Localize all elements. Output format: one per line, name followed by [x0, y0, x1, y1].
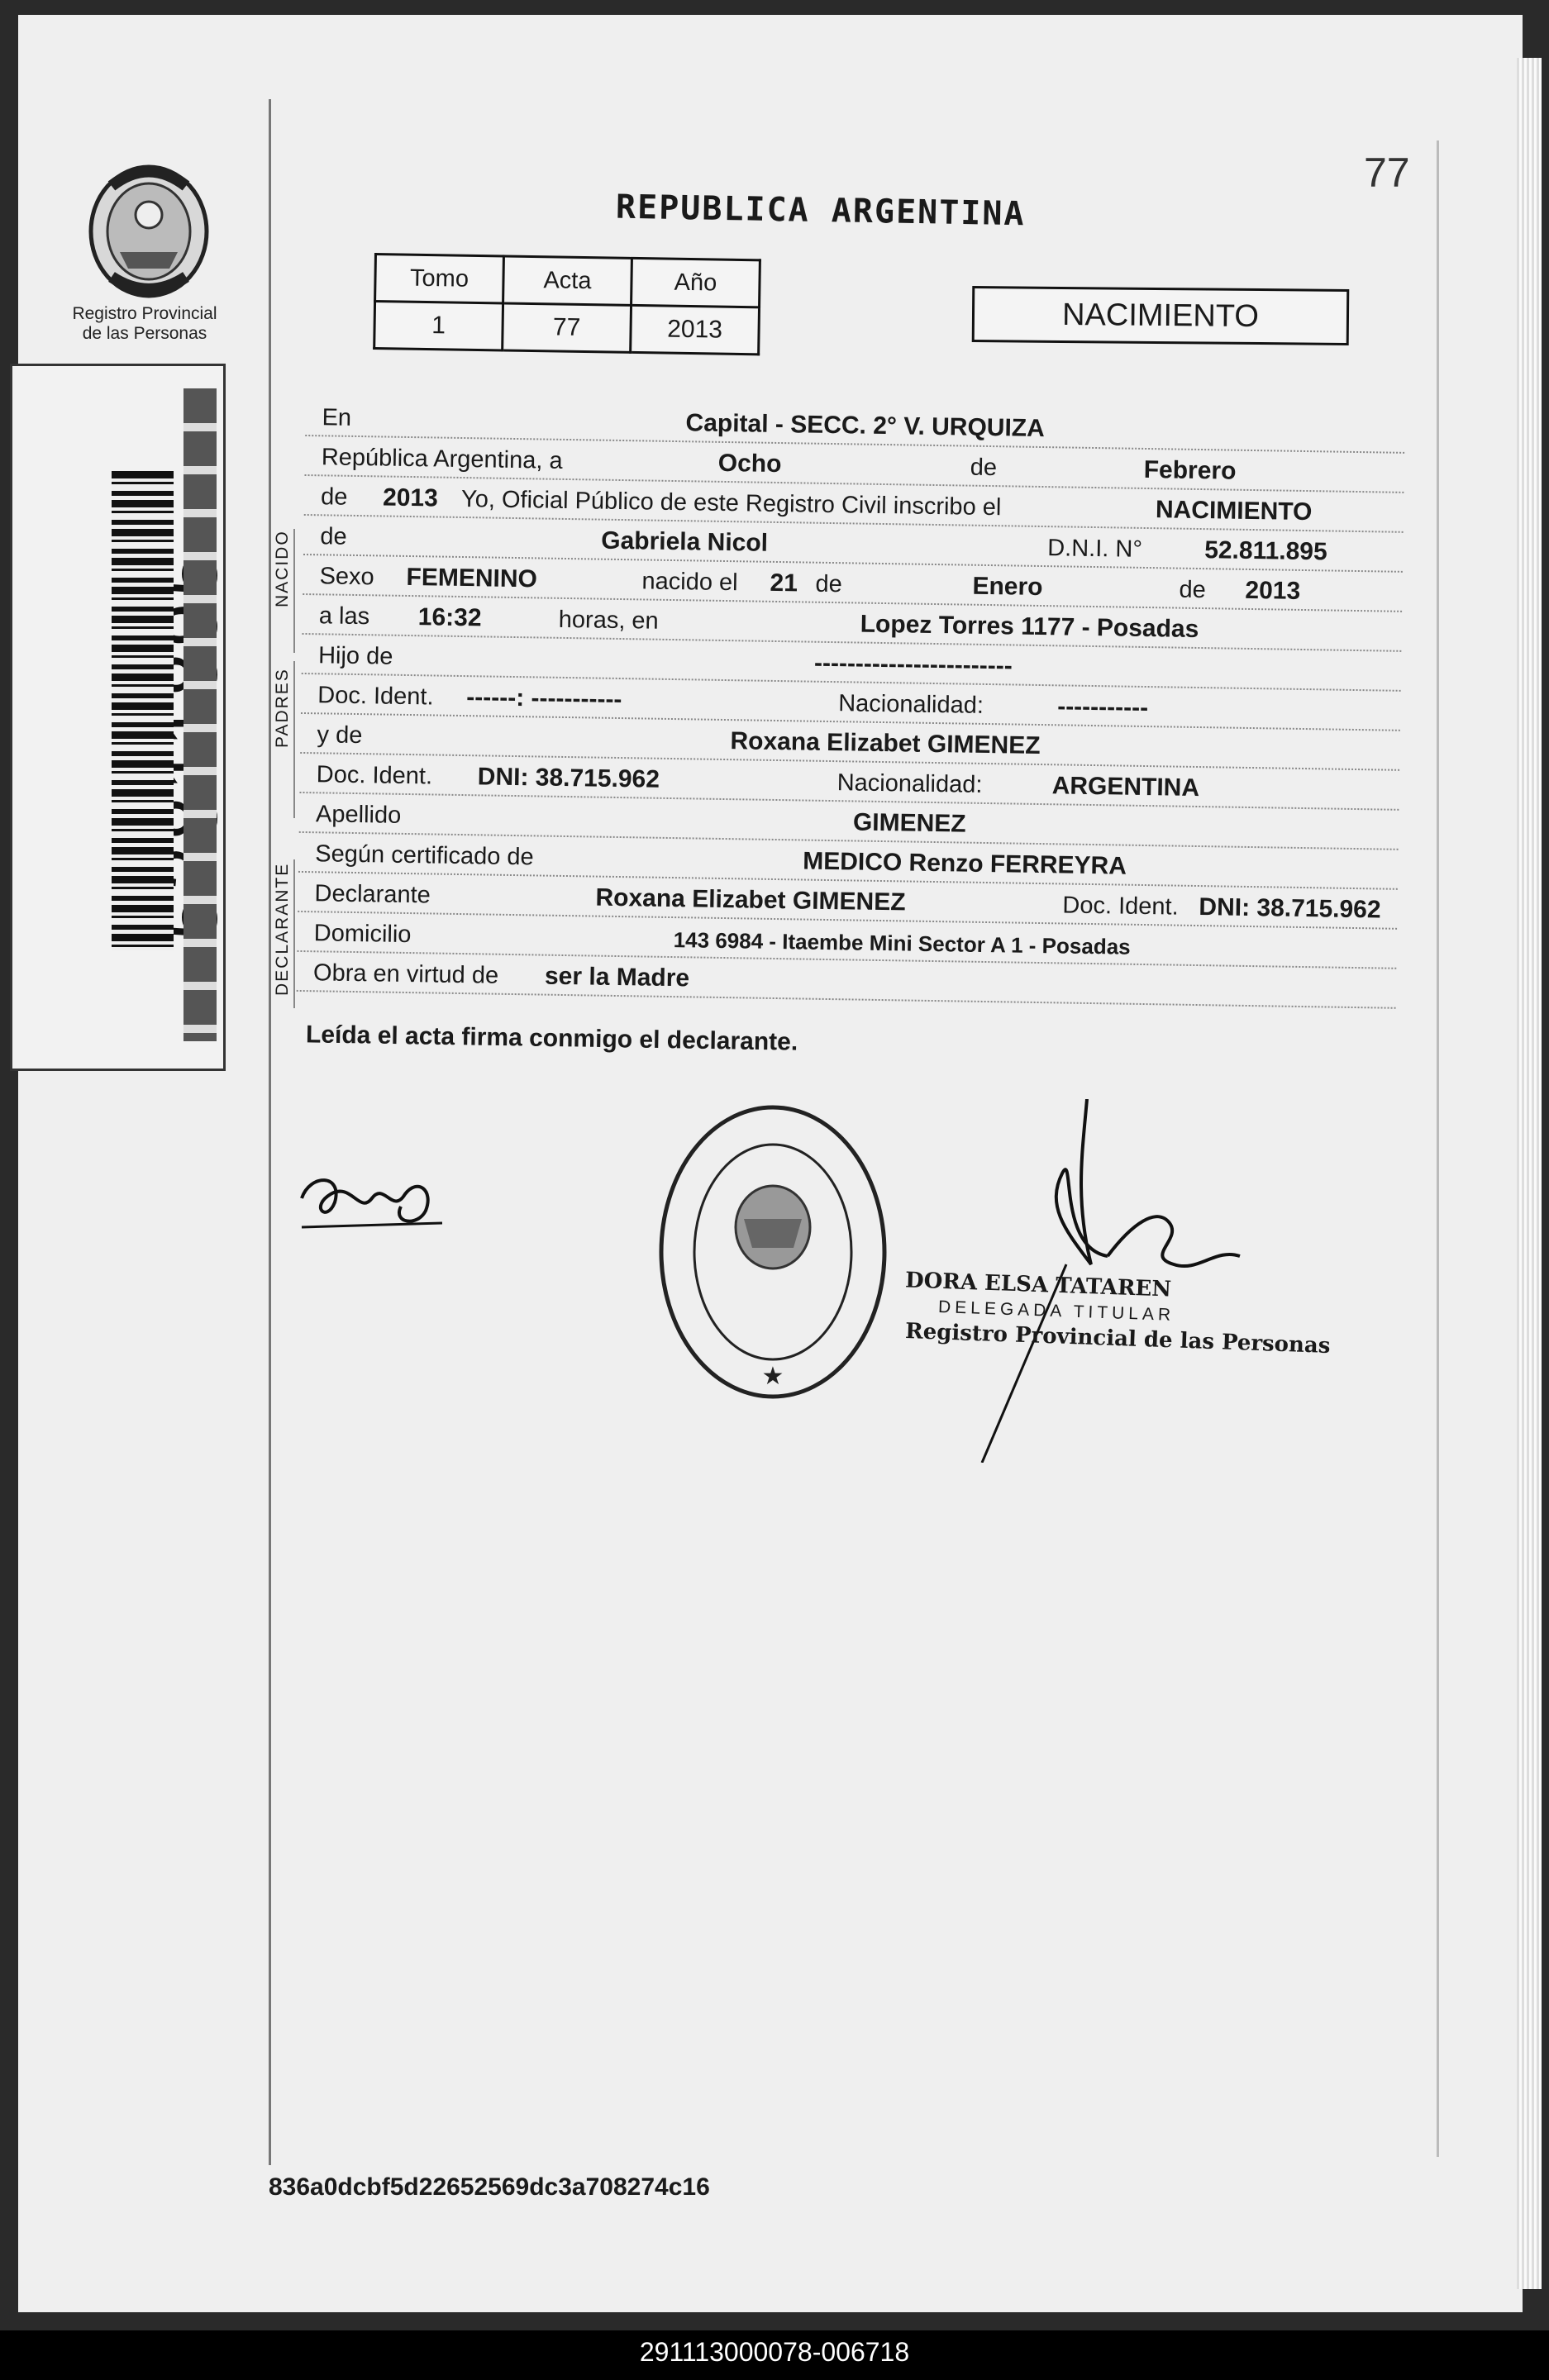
- page-number: 77: [1364, 150, 1410, 196]
- label-certificado: Según certificado de: [315, 840, 534, 871]
- label-dni: D.N.I. N°: [1046, 535, 1143, 563]
- closing-statement: Leída el acta firma conmigo el declarante.: [305, 1021, 798, 1056]
- label-nacionalidad-2: Nacionalidad:: [836, 769, 983, 798]
- label-en: En: [322, 404, 352, 431]
- label-birth-de: de: [815, 570, 843, 598]
- label-name: de: [320, 523, 347, 550]
- value-mother-nat: ARGENTINA: [1051, 772, 1200, 802]
- meta-value-row: [374, 302, 760, 355]
- value-domicilio: 143 6984 - Itaembe Mini Sector A 1 - Posadas: [673, 927, 1131, 959]
- value-day: Ocho: [717, 449, 782, 478]
- label-sexo: Sexo: [319, 563, 374, 591]
- label-republica: República Argentina, a: [321, 444, 563, 474]
- document-hash: 836a0dcbf5d22652569dc3a708274c16: [269, 2173, 710, 2201]
- value-place: Lopez Torres 1177 - Posadas: [860, 610, 1199, 644]
- value-certificado: MEDICO Renzo FERREYRA: [802, 847, 1127, 880]
- header-acta: Acta: [503, 256, 632, 305]
- registry-label: [58, 304, 231, 344]
- registry-line-2: de las Personas: [82, 324, 207, 343]
- value-father-nat: -----------: [1056, 693, 1149, 722]
- declarante-divider: [293, 859, 295, 1008]
- label-y-de: y de: [317, 721, 363, 750]
- label-doc: Doc. Ident.: [317, 682, 434, 711]
- section-nacido: NACIDO: [273, 530, 292, 607]
- margin-line-left: [269, 99, 271, 2165]
- label-decl-doc: Doc. Ident.: [1062, 892, 1179, 921]
- official-office: Registro Provincial de las Personas: [904, 1319, 1331, 1359]
- barcode-pattern: [183, 388, 217, 1041]
- value-obra: ser la Madre: [544, 962, 690, 992]
- label-year: de: [320, 483, 348, 511]
- page-edge: [1517, 58, 1542, 2289]
- barcode-bars: [112, 471, 174, 950]
- label-hijo: Hijo de: [317, 642, 393, 670]
- value-sexo: FEMENINO: [406, 563, 538, 593]
- value-time: 16:32: [417, 603, 482, 632]
- header-anio: Año: [632, 258, 760, 307]
- label-apellido: Apellido: [315, 801, 402, 829]
- label-a-las: a las: [318, 602, 370, 631]
- nacido-divider: [293, 529, 295, 653]
- label-horas: horas, en: [558, 606, 659, 635]
- value-month: Febrero: [1143, 455, 1237, 485]
- country-title: REPUBLICA ARGENTINA: [615, 188, 1026, 234]
- value-record: NACIMIENTO: [1155, 496, 1313, 526]
- record-meta-table: [373, 253, 761, 355]
- label-domicilio: Domicilio: [313, 920, 412, 949]
- value-name: Gabriela Nicol: [601, 526, 769, 557]
- value-father: ------------------------: [813, 649, 1013, 680]
- label-birth-year: de: [1179, 576, 1206, 604]
- birth-record-form: [297, 397, 1405, 1009]
- label-oficial: Yo, Oficial Público de este Registro Civil inscribo el: [460, 485, 1002, 521]
- stamp-star: ★: [761, 1363, 784, 1390]
- label-nacionalidad: Nacionalidad:: [837, 690, 984, 719]
- value-apellido: GIMENEZ: [852, 808, 966, 838]
- meta-header-row: [375, 255, 760, 307]
- value-anio: 2013: [631, 305, 760, 354]
- value-en: Capital - SECC. 2° V. URQUIZA: [685, 409, 1046, 443]
- value-mother-doc: DNI: 38.715.962: [477, 763, 660, 793]
- value-declarante: Roxana Elizabet GIMENEZ: [595, 883, 906, 916]
- official-name: DORA ELSA TATAREN: [904, 1268, 1172, 1302]
- misiones-seal-icon: [79, 153, 219, 302]
- office-stamp: [653, 1095, 893, 1409]
- value-mother: Roxana Elizabet GIMENEZ: [730, 727, 1041, 760]
- label-doc-2: Doc. Ident.: [316, 761, 433, 790]
- value-father-doc: ------: -----------: [466, 683, 622, 714]
- registry-line-1: Registro Provincial: [72, 304, 217, 323]
- section-padres: PADRES: [273, 668, 292, 748]
- padres-divider: [293, 661, 295, 818]
- value-dni: 52.811.895: [1203, 536, 1327, 566]
- declarant-signature: [293, 1157, 450, 1248]
- value-birth-day: 21: [770, 569, 798, 597]
- value-year: 2013: [382, 483, 439, 512]
- value-tomo: 1: [374, 302, 503, 350]
- label-nacido: nacido el: [641, 568, 738, 597]
- value-decl-doc: DNI: 38.715.962: [1199, 893, 1381, 924]
- official-title: DELEGADA TITULAR: [937, 1297, 1175, 1325]
- label-obra: Obra en virtud de: [312, 959, 499, 989]
- value-acta: 77: [503, 303, 632, 352]
- header-tomo: Tomo: [375, 255, 504, 303]
- value-birth-year: 2013: [1245, 576, 1301, 605]
- record-type-box: NACIMIENTO: [972, 286, 1350, 345]
- section-declarante: DECLARANTE: [273, 862, 292, 996]
- label-de-month: de: [970, 454, 998, 482]
- label-declarante: Declarante: [314, 880, 431, 909]
- margin-line-right: [1437, 140, 1439, 2157]
- scan-footer-code: 291113000078-006718: [639, 2337, 910, 2367]
- value-birth-month: Enero: [972, 572, 1043, 602]
